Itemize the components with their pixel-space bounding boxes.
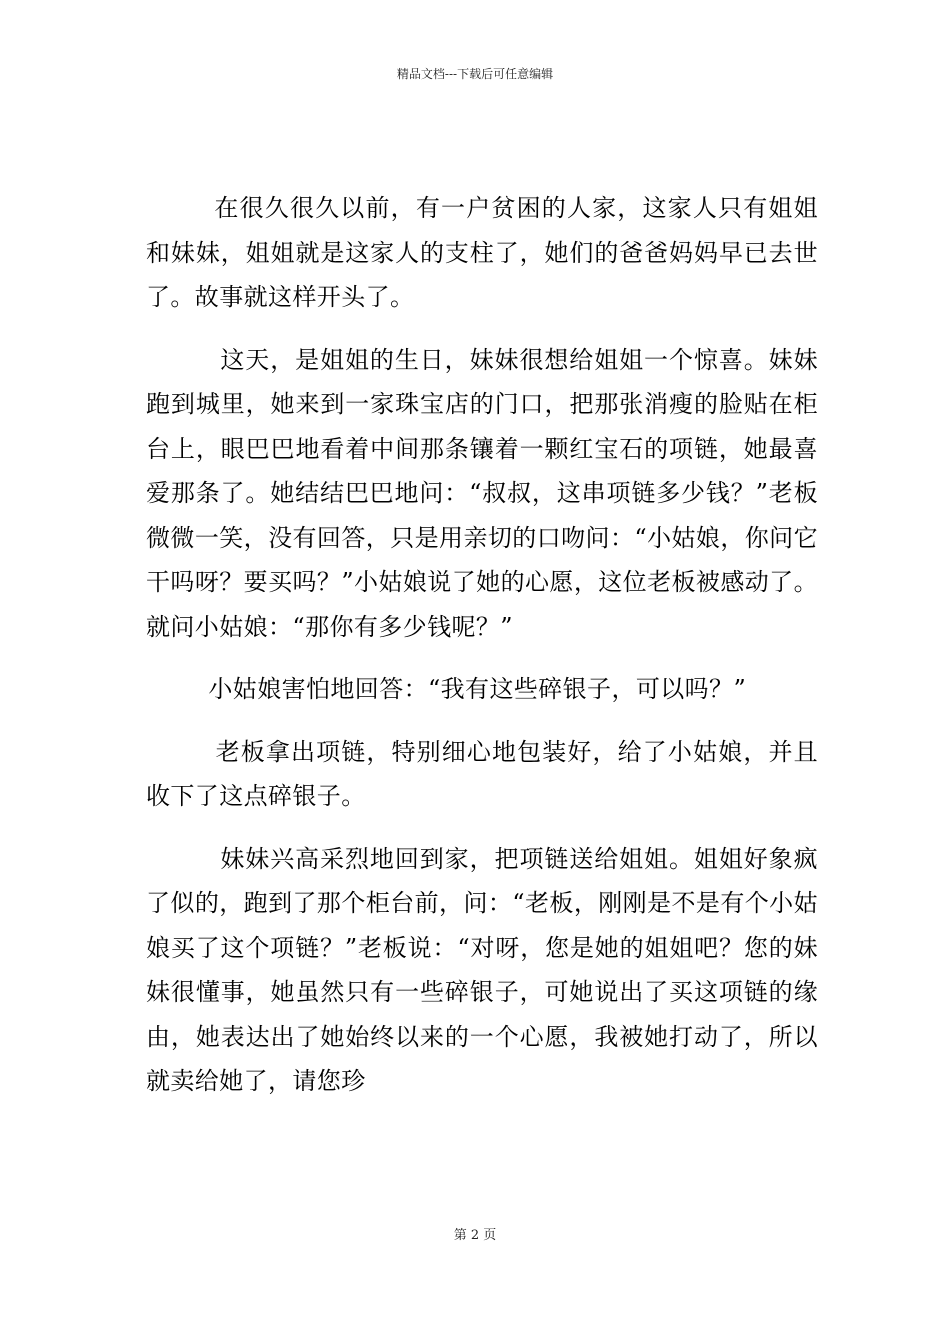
paragraph-1: 在很久很久以前，有一户贫困的人家，这家人只有姐姐和妹妹，姐姐就是这家人的支柱了，她们的爸爸妈妈早已去世了。故事就这样开头了。 (146, 194, 818, 311)
paragraph-5: 妹妹兴高采烈地回到家，把项链送给姐姐。姐姐好象疯了似的，跑到了那个柜台前，问：“老板，刚刚是不是有个小姑娘买了这个项链？”老板说：“对呀，您是她的姐姐吧？您的妹妹很懂事，她虽然只有一些碎银子，可她说出了买这项链的缘由，她表达出了她始终以来的一个心愿，我被她打动了，所以就卖给她了，请您珍 (146, 844, 818, 1095)
page-number: 第 2 页 (453, 1228, 497, 1243)
page-header: 精品文档---下载后可任意编辑 (396, 67, 554, 81)
document-body (146, 186, 818, 1104)
paragraph-4: 老板拿出项链，特别细心地包装好，给了小姑娘，并且收下了这点碎银子。 (146, 737, 818, 810)
paragraph-2: 这天，是姐姐的生日，妹妹很想给姐姐一个惊喜。妹妹跑到城里，她来到一家珠宝店的门口，把那张消瘦的脸贴在柜台上，眼巴巴地看着中间那条镶着一颗红宝石的项链，她最喜爱那条了。她结结巴巴地问：“叔叔，这串项链多少钱？”老板微微一笑，没有回答，只是用亲切的口吻问：“小姑娘，你问它干吗呀？要买吗？”小姑娘说了她的心愿，这位老板被感动了。就问小姑娘：“那你有多少钱呢？” (146, 345, 818, 641)
paragraph-3: 小姑娘害怕地回答：“我有这些碎银子，可以吗？” (208, 675, 747, 703)
